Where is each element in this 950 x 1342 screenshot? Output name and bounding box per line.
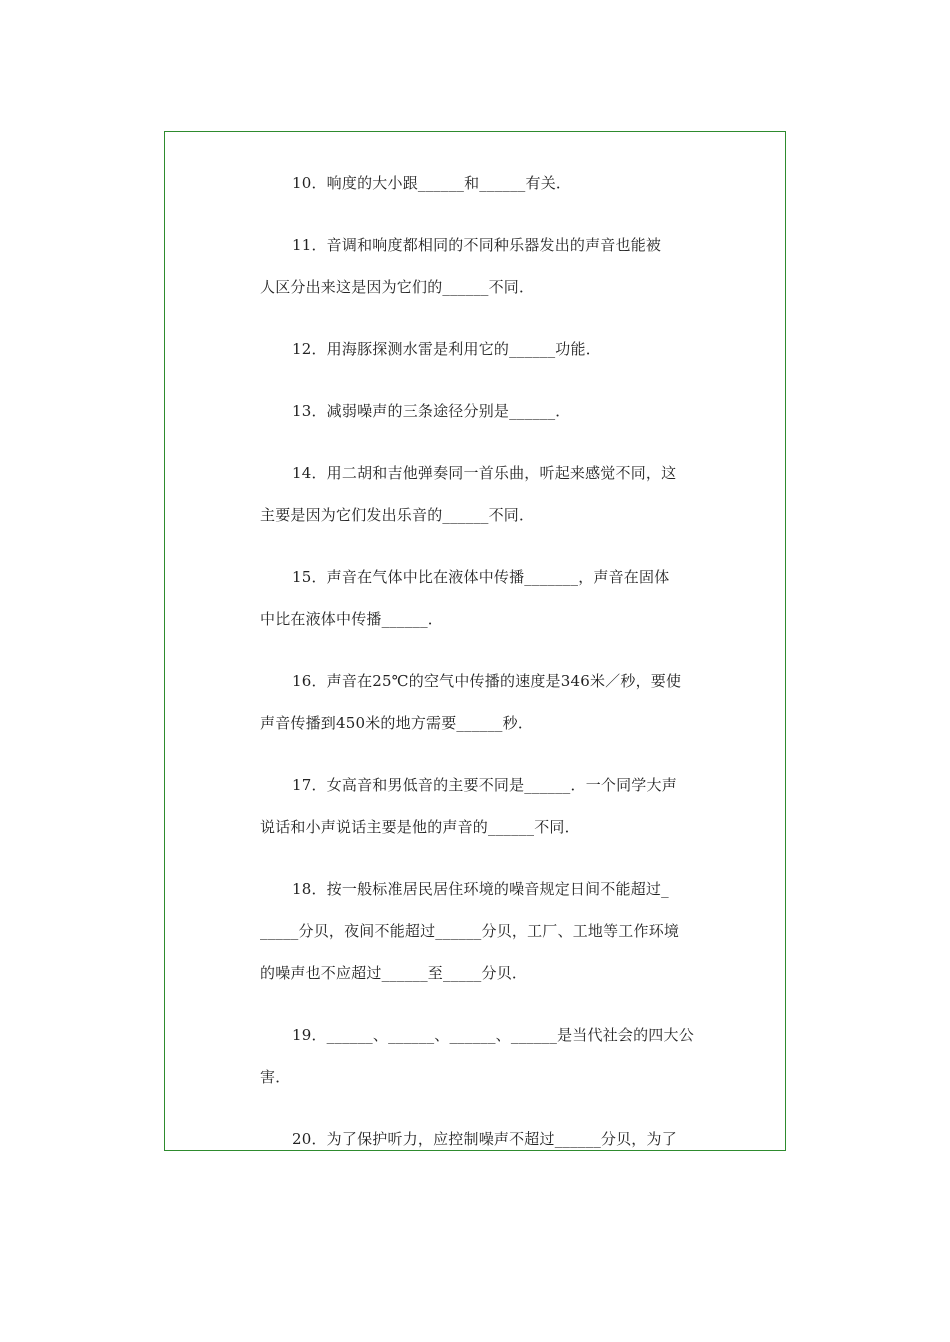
question-line: 15．声音在气体中比在液体中传播_______，声音在固体: [292, 568, 670, 586]
question-11: [260, 224, 692, 308]
question-line: 13．减弱噪声的三条途径分别是______．: [292, 402, 571, 420]
question-line: 主要是因为它们发出乐音的______不同．: [260, 506, 535, 524]
question-line: _____分贝，夜间不能超过______分贝，工厂、工地等工作环境: [260, 922, 680, 940]
question-20: [260, 1118, 692, 1151]
question-line: 20．为了保护听力，应控制噪声不超过______分贝，为了: [292, 1130, 677, 1148]
question-line: 12．用海豚探测水雷是利用它的______功能．: [292, 340, 601, 358]
question-line: 说话和小声说话主要是他的声音的______不同．: [260, 818, 580, 836]
question-line: 的噪声也不应超过______至_____分贝．: [260, 964, 528, 982]
question-line: 害．: [260, 1068, 291, 1086]
question-line: 人区分出来这是因为它们的______不同．: [260, 278, 535, 296]
question-10: [260, 162, 692, 204]
question-18: [260, 868, 692, 994]
question-line: 11．音调和响度都相同的不同种乐器发出的声音也能被: [292, 236, 662, 254]
question-15: [260, 556, 692, 640]
question-line: 18．按一般标准居民居住环境的噪音规定日间不能超过_: [292, 880, 669, 898]
question-line: 14．用二胡和吉他弹奏同一首乐曲，听起来感觉不同，这: [292, 464, 677, 482]
question-line: 16．声音在25℃的空气中传播的速度是346米／秒，要使: [292, 672, 682, 690]
question-line: 19．______、______、______、______是当代社会的四大公: [292, 1026, 694, 1044]
question-19: [260, 1014, 692, 1098]
question-line: 中比在液体中传播______．: [260, 610, 444, 628]
question-14: [260, 452, 692, 536]
question-line: 声音传播到450米的地方需要______秒．: [260, 714, 534, 732]
page-frame: [164, 131, 786, 1151]
question-line: 17．女高音和男低音的主要不同是______．一个同学大声: [292, 776, 677, 794]
question-17: [260, 764, 692, 848]
question-line: 10．响度的大小跟______和______有关．: [292, 174, 572, 192]
question-16: [260, 660, 692, 744]
question-13: [260, 390, 692, 432]
question-12: [260, 328, 692, 370]
question-list: [260, 162, 692, 1151]
